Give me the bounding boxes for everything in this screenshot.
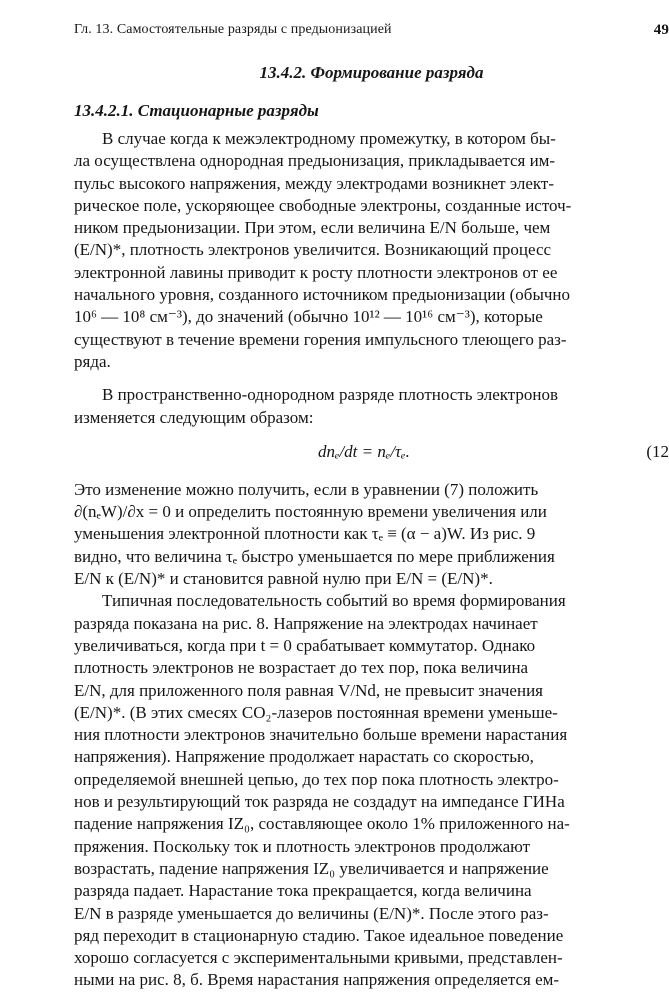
- subsection-title: 13.4.2.1. Стационарные разряды: [74, 101, 319, 120]
- text-line: электронной лавины приводит к росту плотности электронов от ее: [74, 262, 558, 282]
- page-body: [74, 62, 669, 992]
- text-line: (E/N)*, плотность электронов увеличится. Возникающий процесс: [74, 240, 552, 260]
- text-line: ряд переходит в стационарную стадию. Такое идеальное поведение: [74, 925, 564, 945]
- text-line: E/N в разряде уменьшается до величины (E/N)*. После этого раз-: [74, 903, 549, 923]
- text-line: разряда показана на рис. 8. Напряжение на электродах начинает: [74, 613, 538, 633]
- text-line: нов и результирующий ток разряда не создадут на импедансе ГИНа: [74, 792, 565, 812]
- text-line: пряжения. Поскольку ток и плотность электронов продолжают: [74, 836, 531, 856]
- text-line: напряжения). Напряжение продолжает нарастать со скоростью,: [74, 747, 534, 767]
- text-line: начального уровня, созданного источником предыонизации (обычно: [74, 285, 571, 305]
- text-line: ния плотности электронов значительно больше времени нарастания: [74, 725, 568, 745]
- running-header: [74, 22, 669, 38]
- text-line: хорошо согласуется с экспериментальными кривыми, представлен-: [74, 948, 563, 968]
- text-line: существуют в течение времени горения импульсного тлеющего раз-: [74, 329, 567, 349]
- text-line: определяемой внешней цепью, до тех пор пока плотность электро-: [74, 769, 559, 789]
- text-line: увеличиваться, когда при t = 0 срабатывает коммутатор. Однако: [74, 635, 536, 655]
- text-line: падение напряжения IZ₀, составляющее около 1% приложенного на-: [74, 814, 570, 834]
- text-line: В пространственно-однородном разряде плотность электронов: [102, 385, 559, 405]
- text-line: возрастать, падение напряжения IZ₀ увеличивается и напряжение: [74, 858, 549, 878]
- section-title: 13.4.2. Формирование разряда: [259, 63, 484, 82]
- text-line: E/N к (E/N)* и становится равной нулю при E/N = (E/N)*.: [74, 569, 493, 589]
- text-line: ∂(nₑW)/∂x = 0 и определить постоянную времени увеличения или: [74, 502, 547, 522]
- text-line: пульс высокого напряжения, между электродами возникнет элект-: [74, 173, 554, 193]
- equation-formula: dnₑ/dt = nₑ/τₑ.: [318, 441, 410, 461]
- paragraph-1: [74, 128, 669, 373]
- page-number: 49: [653, 22, 669, 38]
- text-line: рическое поле, ускоряющее свободные электроны, созданные источ-: [74, 195, 572, 215]
- equation-number: (12: [646, 441, 669, 461]
- paragraph-3: [74, 479, 669, 590]
- paragraph-2: [74, 384, 669, 429]
- text-line: Типичная последовательность событий во время формирования: [102, 591, 566, 611]
- text-line: ником предыонизации. При этом, если величина E/N больше, чем: [74, 218, 551, 238]
- running-title: Гл. 13. Самостоятельные разряды с предыонизацией: [74, 22, 392, 37]
- text-line: разряда падает. Нарастание тока прекращается, когда величина: [74, 881, 532, 901]
- text-line: (E/N)*. (В этих смесях CO₂-лазеров постоянная времени уменьше-: [74, 702, 558, 722]
- text-line: плотность электронов не возрастает до тех пор, пока величина: [74, 658, 529, 678]
- text-line: уменьшения электронной плотности как τₑ ≡ (α − a)W. Из рис. 9: [74, 524, 536, 544]
- text-line: E/N, для приложенного поля равная V/Nd, не превысит значения: [74, 680, 543, 700]
- text-line: В случае когда к межэлектродному промежутку, в котором бы-: [102, 129, 556, 148]
- text-line: изменяется следующим образом:: [74, 407, 314, 427]
- text-line: ряда.: [74, 351, 111, 371]
- text-line: ными на рис. 8, б. Время нарастания напряжения определяется ем-: [74, 970, 560, 990]
- paragraph-4: [74, 590, 669, 991]
- text-line: Это изменение можно получить, если в уравнении (7) положить: [74, 479, 539, 499]
- text-line: 10⁶ — 10⁸ см⁻³), до значений (обычно 10¹² — 10¹⁶ см⁻³), которые: [74, 307, 543, 327]
- text-line: ла осуществлена однородная предыонизация, прикладывается им-: [74, 151, 556, 171]
- text-line: видно, что величина τₑ быстро уменьшается по мере приближения: [74, 546, 555, 566]
- equation-12: [74, 429, 669, 479]
